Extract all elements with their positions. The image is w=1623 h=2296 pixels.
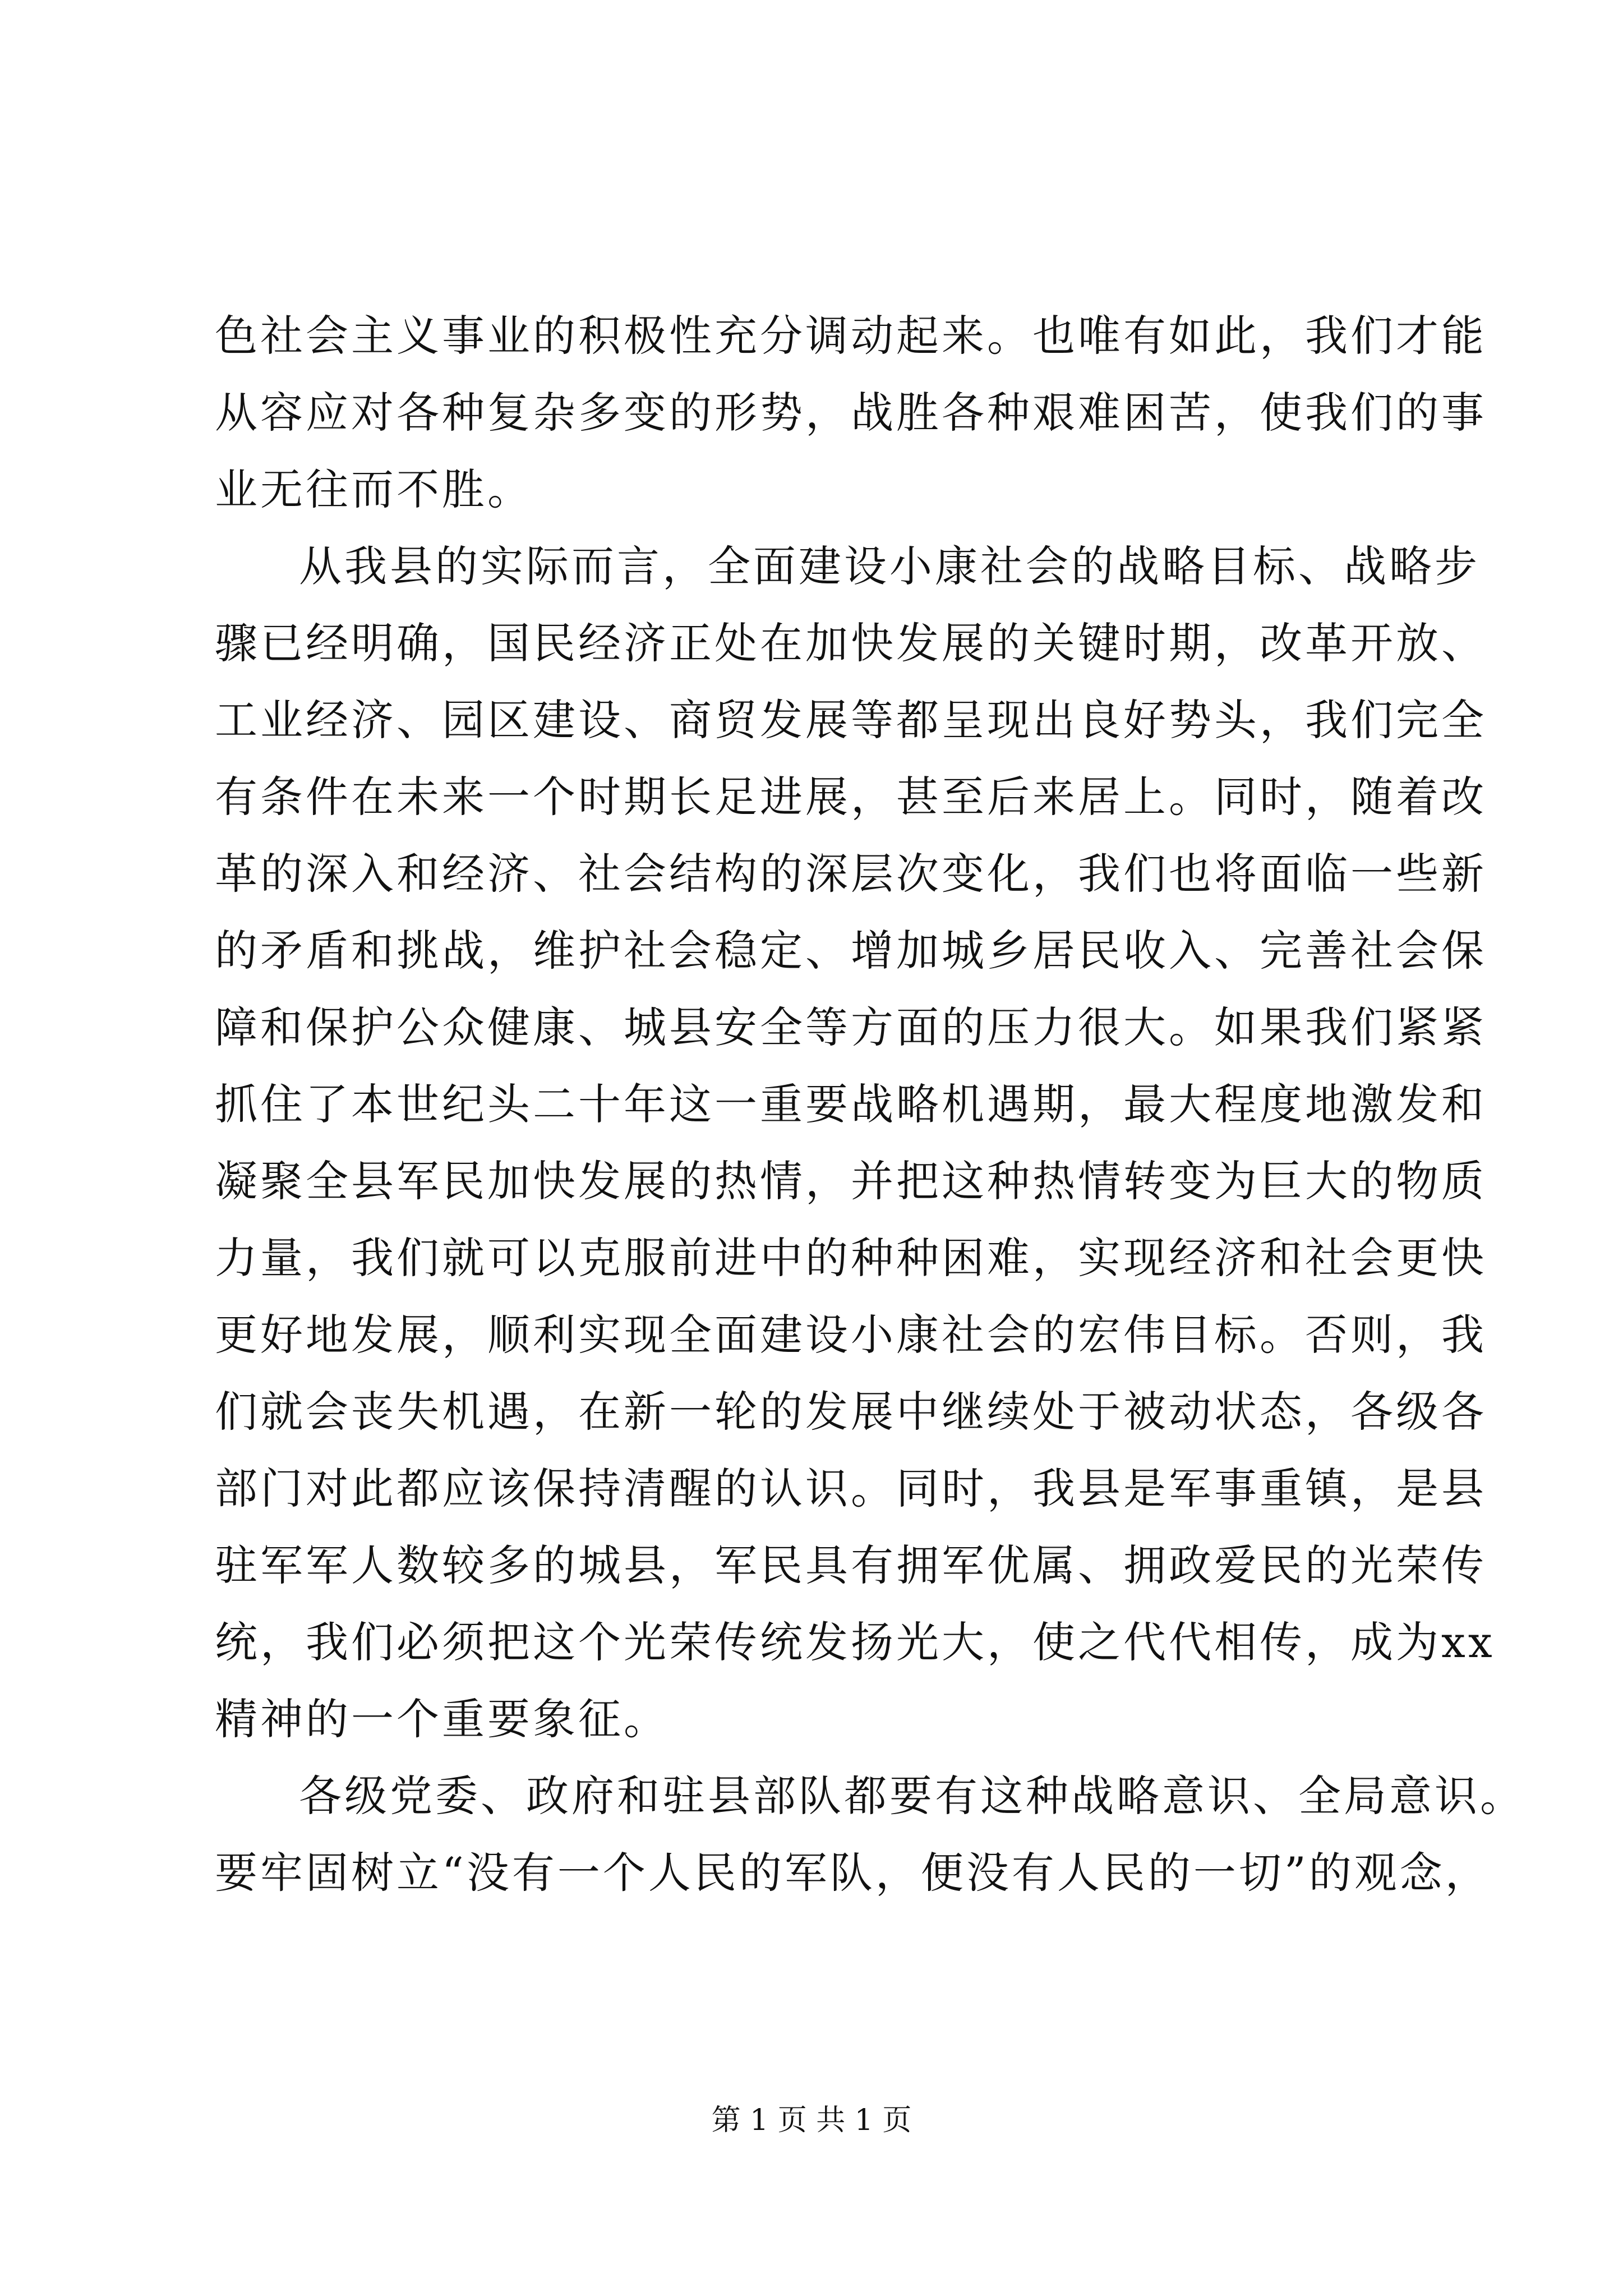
text-line: 从容应对各种复杂多变的形势，战胜各种艰难困苦，使我们的事 xyxy=(215,388,1487,438)
text-line: 们就会丧失机遇，在新一轮的发展中继续处于被动状态，各级各 xyxy=(215,1387,1487,1437)
text-line: 的矛盾和挑战，维护社会稳定、增加城乡居民收入、完善社会保 xyxy=(215,926,1487,976)
text-line: 业无往而不胜。 xyxy=(215,464,533,514)
text-line: 革的深入和经济、社会结构的深层次变化，我们也将面临一些新 xyxy=(215,849,1487,899)
text-line: 统，我们必须把这个光荣传统发扬光大，使之代代相传，成为xx xyxy=(215,1617,1495,1667)
document-body xyxy=(215,297,1525,1911)
text-line: 更好地发展，顺利实现全面建设小康社会的宏伟目标。否则，我 xyxy=(215,1310,1487,1360)
text-line: 力量，我们就可以克服前进中的种种困难，实现经济和社会更快 xyxy=(215,1233,1487,1283)
paragraph-first-line: 从我县的实际而言，全面建设小康社会的战略目标、战略步 xyxy=(299,541,1480,591)
text-line: 障和保护公众健康、城县安全等方面的压力很大。如果我们紧紧 xyxy=(215,1002,1487,1052)
page-number-footer: 第 1 页 共 1 页 xyxy=(711,2104,912,2137)
text-line: 部门对此都应该保持清醒的认识。同时，我县是军事重镇，是县 xyxy=(215,1464,1487,1513)
text-line: 骤已经明确，国民经济正处在加快发展的关键时期，改革开放、 xyxy=(215,618,1487,668)
text-line: 凝聚全县军民加快发展的热情，并把这种热情转变为巨大的物质 xyxy=(215,1156,1487,1206)
text-line: 要牢固树立“没有一个人民的军队，便没有人民的一切”的观念， xyxy=(215,1848,1491,1898)
text-line: 抓住了本世纪头二十年这一重要战略机遇期，最大程度地激发和 xyxy=(215,1079,1487,1129)
text-line: 驻军军人数较多的城县，军民具有拥军优属、拥政爱民的光荣传 xyxy=(215,1540,1487,1590)
text-line: 色社会主义事业的积极性充分调动起来。也唯有如此，我们才能 xyxy=(215,311,1487,361)
text-line: 有条件在未来一个时期长足进展，甚至后来居上。同时，随着改 xyxy=(215,772,1487,822)
text-line: 工业经济、园区建设、商贸发展等都呈现出良好势头，我们完全 xyxy=(215,695,1487,745)
paragraph-first-line: 各级党委、政府和驻县部队都要有这种战略意识、全局意识。 xyxy=(299,1771,1525,1821)
text-line: 精神的一个重要象征。 xyxy=(215,1694,669,1744)
